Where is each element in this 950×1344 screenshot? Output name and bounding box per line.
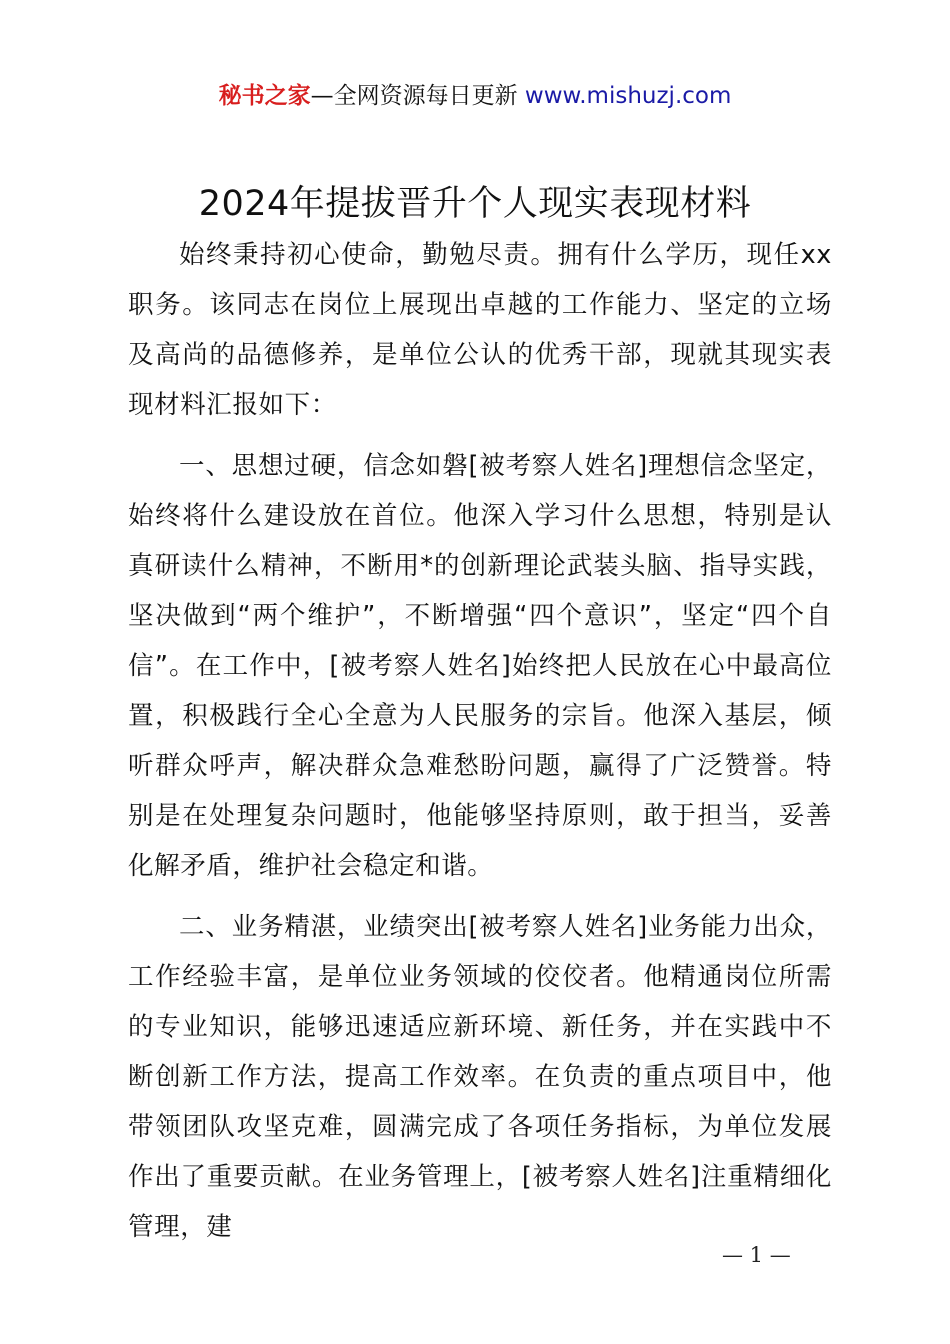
document-title: 2024年提拔晋升个人现实表现材料	[198, 184, 752, 224]
paragraph-section-1: 一、思想过硬，信念如磐[被考察人姓名]理想信念坚定，始终将什么建设放在首位。他深入学习什么思想，特别是认真研读什么精神，不断用*的创新理论武装头脑、指导实践，坚决做到“两个维护”，不断增强“四个意识”，坚定“四个自信”。在工作中，[被考察人姓名]始终把人民放在心中最高位置，积极践行全心全意为人民服务的宗旨。他深入基层，倾听群众呼声，解决群众急难愁盼问题，赢得了广泛赞誉。特别是在处理复杂问题时，他能够坚持原则，敢于担当，妥善化解矛盾，维护社会稳定和谐。	[128, 451, 832, 881]
document-body	[128, 230, 832, 1263]
page-number: — 1 —	[722, 1243, 791, 1267]
paragraph-intro: 始终秉持初心使命，勤勉尽责。拥有什么学历，现任xx职务。该同志在岗位上展现出卓越的工作能力、坚定的立场及高尚的品德修养，是单位公认的优秀干部，现就其现实表现材料汇报如下：	[128, 240, 832, 420]
paragraph-section-2: 二、业务精湛，业绩突出[被考察人姓名]业务能力出众，工作经验丰富，是单位业务领域的佼佼者。他精通岗位所需的专业知识，能够迅速适应新环境、新任务，并在实践中不断创新工作方法，提高工作效率。在负责的重点项目中，他带领团队攻坚克难，圆满完成了各项任务指标，为单位发展作出了重要贡献。在业务管理上，[被考察人姓名]注重精细化管理，建	[128, 912, 832, 1242]
header-slogan: —全网资源每日更新	[310, 83, 525, 109]
site-header	[0, 80, 950, 112]
brand-name: 秘书之家	[218, 83, 311, 109]
site-url-link[interactable]: www.mishuzj.com	[524, 83, 732, 109]
